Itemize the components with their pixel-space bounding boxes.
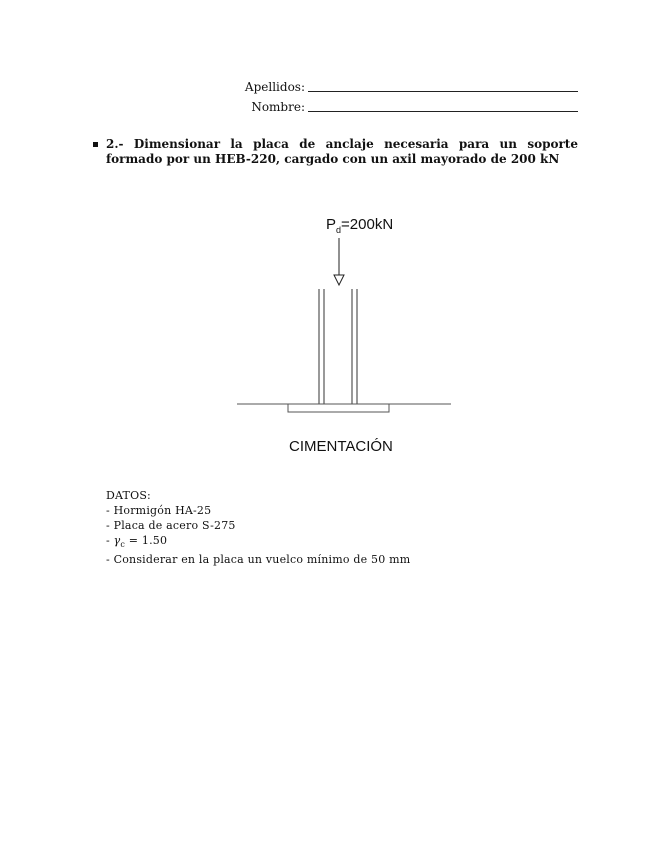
datos-item-gamma [106, 533, 410, 552]
datos-item-hormigon: - Hormigón HA-25 [106, 504, 212, 517]
foundation-label: CIMENTACIÓN [289, 438, 393, 455]
datos-item-placa: - Placa de acero S-275 [106, 519, 236, 532]
anchor-plate [288, 404, 389, 412]
problem-statement: 2.- Dimensionar la placa de anclaje necesaria para un soporte formado por un HEB-220, cargado con un axil mayorado de 200 kN [106, 137, 578, 166]
gamma-sub: c [120, 540, 126, 550]
gamma-symbol: γ [113, 534, 121, 547]
datos-title: DATOS: [106, 489, 151, 502]
load-label-sub: d [336, 225, 342, 235]
apellidos-label: Apellidos: [244, 80, 305, 94]
datos-section [106, 488, 410, 567]
gamma-prefix: - [106, 534, 114, 547]
datos-item-vuelco: - Considerar en la placa un vuelco mínimo de 50 mm [106, 553, 411, 567]
load-arrow-head-icon [334, 275, 344, 285]
load-label-value: =200kN [341, 216, 394, 233]
gamma-value: = 1.50 [125, 534, 168, 547]
load-label-p: P [326, 216, 337, 233]
nombre-label: Nombre: [251, 100, 305, 114]
